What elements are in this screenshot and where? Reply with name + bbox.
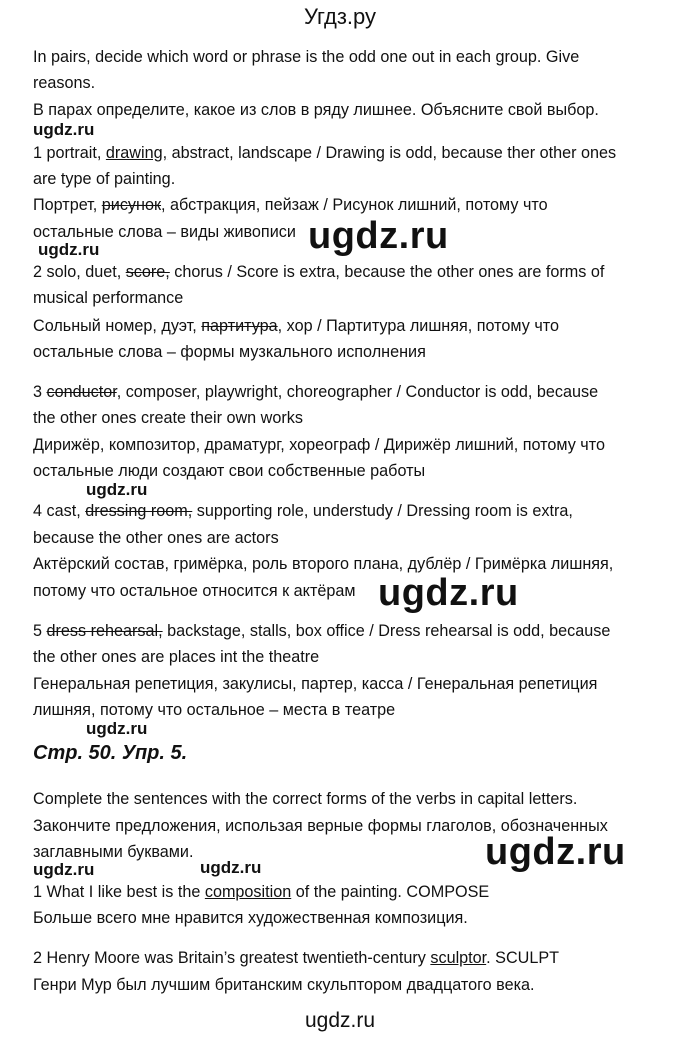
- odd-word-struck: dress rehearsal,: [46, 622, 163, 640]
- item-5-ru-cont: лишняя, потому что остальное – места в театре: [33, 701, 396, 719]
- answer-word-underlined: composition: [204, 883, 292, 901]
- item-2-en-cont: musical performance: [33, 289, 184, 307]
- sentence-1-ru: Больше всего мне нравится художественная композиция.: [33, 909, 468, 927]
- item-2-ru-cont: остальные слова – формы музкального исполнения: [33, 343, 426, 361]
- item-5-en-cont: the other ones are places int the theatre: [33, 648, 320, 666]
- instruction-en-line-2: reasons.: [33, 74, 96, 92]
- watermark: ugdz.ru: [485, 831, 626, 873]
- item-3-en-cont: the other ones create their own works: [33, 409, 303, 427]
- item-3-ru: Дирижёр, композитор, драматург, хореограф / Дирижёр лишний, потому что: [33, 436, 605, 454]
- answer-word-underlined: sculptor: [430, 949, 487, 967]
- site-footer: ugdz.ru: [304, 1009, 376, 1032]
- watermark: ugdz.ru: [378, 572, 519, 614]
- watermark: ugdz.ru: [86, 719, 148, 738]
- watermark: ugdz.ru: [33, 120, 95, 139]
- odd-word-struck: dressing room,: [85, 502, 193, 520]
- odd-word-struck: score,: [125, 263, 170, 281]
- watermark: ugdz.ru: [308, 215, 449, 257]
- section-heading: Стр. 50. Упр. 5.: [33, 742, 188, 764]
- instruction-en-line-1: In pairs, decide which word or phrase is the odd one out in each group. Give: [33, 48, 580, 66]
- item-4-en-cont: because the other ones are actors: [33, 529, 279, 547]
- watermark: ugdz.ru: [33, 860, 95, 879]
- item-3-ru-cont: остальные люди создают свои собственные работы: [33, 462, 426, 480]
- item-3-en: 3 conductor, composer, playwright, choreographer / Conductor is odd, because: [33, 383, 599, 401]
- sentence-1-en: 1 What I like best is the composition of the painting. COMPOSE: [33, 883, 490, 901]
- item-4-ru-cont: потому что остальное относится к актёрам: [33, 582, 356, 600]
- watermark: ugdz.ru: [200, 858, 262, 877]
- sentence-2-en: 2 Henry Moore was Britain’s greatest twentieth-century sculptor. SCULPT: [33, 949, 560, 967]
- item-1-ru: Портрет, рисунок, абстракция, пейзаж / Рисунок лишний, потому что: [33, 196, 548, 214]
- sentence-2-ru: Генри Мур был лучшим британским скульптором двадцатого века.: [33, 976, 535, 994]
- item-5-en: 5 dress rehearsal, backstage, stalls, box office / Dress rehearsal is odd, because: [33, 622, 611, 640]
- odd-word-underlined: drawing,: [105, 144, 168, 162]
- site-header: Угдз.ру: [303, 4, 377, 29]
- item-4-ru: Актёрский состав, гримёрка, роль второго плана, дублёр / Гримёрка лишняя,: [33, 555, 614, 573]
- item-1-en-cont: are type of painting.: [33, 170, 176, 188]
- exercise2-instruction-ru-2: заглавными буквами.: [33, 843, 194, 861]
- item-2-ru: Сольный номер, дуэт, партитура, хор / Партитура лишняя, потому что: [33, 317, 559, 335]
- odd-word-struck: партитура: [201, 317, 278, 335]
- watermark: ugdz.ru: [86, 480, 148, 499]
- odd-word-struck: conductor: [46, 383, 117, 401]
- watermark: ugdz.ru: [38, 240, 100, 259]
- item-1-en: 1 portrait, drawing, abstract, landscape / Drawing is odd, because ther other ones: [33, 144, 617, 162]
- odd-word-struck: рисунок: [101, 196, 162, 214]
- instruction-ru: В парах определите, какое из слов в ряду лишнее. Объясните свой выбор.: [33, 101, 599, 119]
- item-4-en: 4 cast, dressing room, supporting role, understudy / Dressing room is extra,: [33, 502, 573, 520]
- exercise2-instruction-ru-1: Закончите предложения, использая верные формы глаголов, обозначенных: [33, 817, 608, 835]
- exercise2-instruction-en: Complete the sentences with the correct forms of the verbs in capital letters.: [33, 790, 578, 808]
- item-2-en: 2 solo, duet, score, chorus / Score is extra, because the other ones are forms of: [33, 263, 605, 281]
- item-5-ru: Генеральная репетиция, закулисы, партер, касса / Генеральная репетиция: [33, 675, 598, 693]
- item-1-ru-cont: остальные слова – виды живописи: [33, 223, 296, 241]
